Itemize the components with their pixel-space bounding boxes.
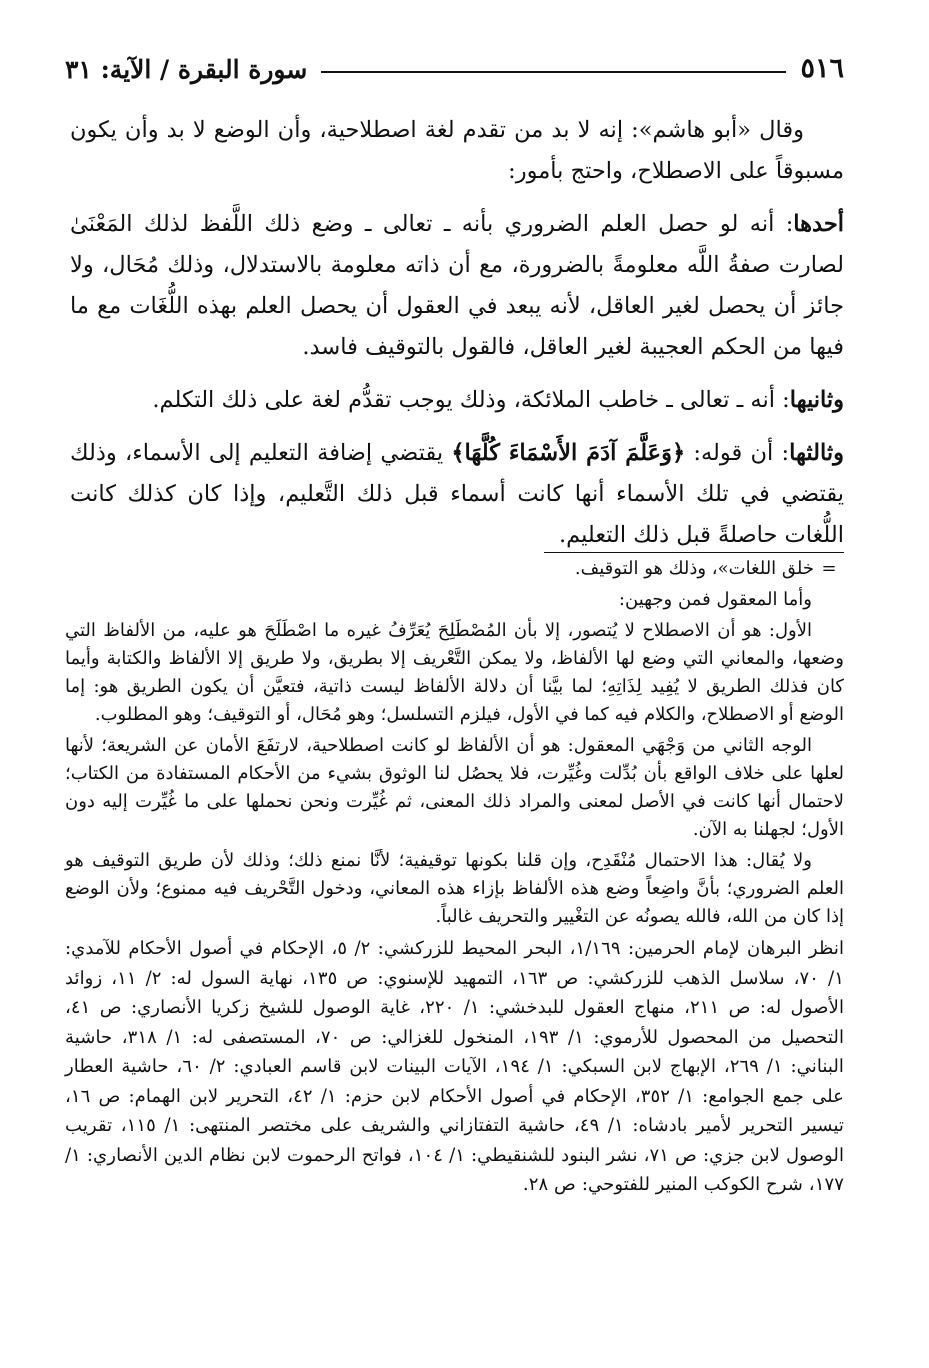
footnote-first-aspect: الأول: هو أن الاصطلاح لا يُتصور، إلا بأن المُصْطَلِحَ يُعَرِّفُ غيره ما اصْطَلَحَ هو عليه، من الألفاظ التي وضعها، والمعاني التي وضع لها الألفاظ، ولا يمكن التَّعْريف إلا بطريق، ولا طريق إلا الألفاظ والكتابة وأيما كان فذلك الطريق لا يُفِيد لِذَاتِهِ؛ لما بيَّنا أن دلالة الألفاظ ليست ذاتية، فتعيَّن أن يكون الطريق هو: إما الوضع أو الاصطلاح، والكلام فيه كما في الأول، فيلزم التسلسل؛ وهو مُحَال، أو التوقيف؛ وهو المطلوب. [65, 620, 844, 725]
footnote-line-1: خلق اللغات»، وذلك هو التوقيف. [574, 558, 814, 579]
argument-text-second: : أنه ـ تعالى ـ خاطب الملائكة، وذلك يوجب تقدُّم لغة على ذلك التكلم. [152, 387, 790, 413]
argument-lead-second: وثانيها [789, 387, 844, 413]
page-number: ٥١٦ [800, 53, 844, 84]
running-header [65, 30, 844, 86]
argument-text-third-before: : أن قوله: [685, 440, 790, 466]
footnote-second-aspect: الوجه الثاني من وَجْهَي المعقول: هو أن الألفاظ لو كانت اصطلاحية، لارتفَعَ الأمان عن الشريعة؛ لأنها لعلها على خلاف الواقع بأن بُدِّلت وغُيِّرت، فلا يحصُل لنا الوثوق بشيء من الأحكام المستفادة من الكتاب؛ لاحتمال أنها كانت في الأصل لمعنى والمراد ذلك المعنى، ثم غُيِّرت ونحن نحملها على ما غُيِّرت إليه دون الأول؛ لجهلنا به الآن. [65, 735, 844, 840]
main-text [70, 110, 844, 568]
footnotes [65, 555, 844, 1203]
argument-lead-third: وثالثها [789, 440, 844, 466]
continuation-marker: = [821, 558, 837, 579]
footnote-objection: ولا يُقال: هذا الاحتمال مُنْقَدِح، وإن قلنا بكونها توقيفية؛ لأنَّا نمنع ذلك؛ وذلك لأن طريق التوقيف هو العلم الضروري؛ بأنَّ واضِعاً وضع هذه الألفاظ بإزاء هذه المعاني، ودخول التَّحْريف فيه ممنوع؛ ولأن الوضع إذا كان من الله، فالله يصونُه عن التغْيير والتحريف غالباً. [65, 850, 845, 927]
footnote-references: انظر البرهان لإمام الحرمين: ١/١٦٩، البحر المحيط للزركشي: ٢/ ٥، الإحكام في أصول الأحكام للآمدي: ١/ ٧٠، سلاسل الذهب للزركشي: ص ١٦٣، التمهيد للإسنوي: ص ١٣٥، نهاية السول له: ٢/ ١١، زوائد الأصول له: ص ٢١١، منهاج العقول للبدخشي: ١/ ٢٢٠، غاية الوصول للشيخ زكريا الأنصاري: ص ٤١، التحصيل من المحصول للأرموي: ١/ ١٩٣، المنخول للغزالي: ص ٧٠، المستصفى له: ١/ ٣١٨، حاشية البناني: ١/ ٢٦٩، الإبهاج لابن السبكي: ١/ ١٩٤، الآيات البينات لابن قاسم العبادي: ٢/ ٦٠، حاشية العطار على جمع الجوامع: ١/ ٣٥٢، الإحكام في أصول الأحكام لابن حزم: ١/ ٤٢، التحرير لابن الهمام: ص ١٦، تيسير التحرير لأمير بادشاه: ١/ ٤٩، حاشية التفتازاني والشريف على مختصر المنتهى: ١/ ١١٥، تقريب الوصول لابن جزي: ص ٧١، نشر البنود للشنقيطي: ١/ ١٠٤، فواتح الرحموت لابن نظام الدين الأنصاري: ١/ ١٧٧، شرح الكوكب المنير للفتوحي: ص ٢٨. [65, 938, 845, 1195]
paragraph-second-argument [70, 380, 844, 421]
quran-verse: ﴿وَعَلَّمَ آدَمَ الأَسْمَاءَ كُلَّهَا﴾ [451, 440, 686, 466]
argument-lead-first: أحدها [793, 211, 844, 237]
paragraph-abu-hashim: وقال «أبو هاشم»: إنه لا بد من تقدم لغة اصطلاحية، وأن الوضع لا بد وأن يكون مسبوقاً على الاصطلاح، واحتج بأمور: [70, 117, 844, 184]
running-title: سورة البقرة / الآية: ٣١ [65, 55, 308, 84]
header-rule [321, 71, 786, 73]
paragraph-third-argument [70, 433, 844, 556]
footnote-separator [544, 552, 844, 553]
footnote-line-2: وأما المعقول فمن وجهين: [618, 589, 812, 610]
footnote-continuation [65, 555, 844, 583]
argument-text-third-after: يقتضي إضافة التعليم إلى الأسماء، وذلك يقتضي في تلك الأسماء أنها كانت أسماء قبل ذلك التَّعليم، وإذا كان كذلك كانت اللُّغات حاصلةً قبل ذلك التعليم. [70, 440, 844, 548]
paragraph-first-argument [70, 204, 844, 368]
argument-text-first: : أنه لو حصل العلم الضروري بأنه ـ تعالى ـ وضع ذلك اللَّفظ لذلك المَعْنَىٰ لصارت صفةُ اللَّه معلومةً بالضرورة، مع أن ذاته معلومة بالاستدلال، وذلك مُحَال، ولا جائز أن يحصل لغير العاقل، لأنه يبعد في العقول أن يحصل العلم بهذه اللُّغَات مع ما فيها من الحكم العجيبة لغير العاقل، فالقول بالتوقيف فاسد. [70, 211, 844, 360]
